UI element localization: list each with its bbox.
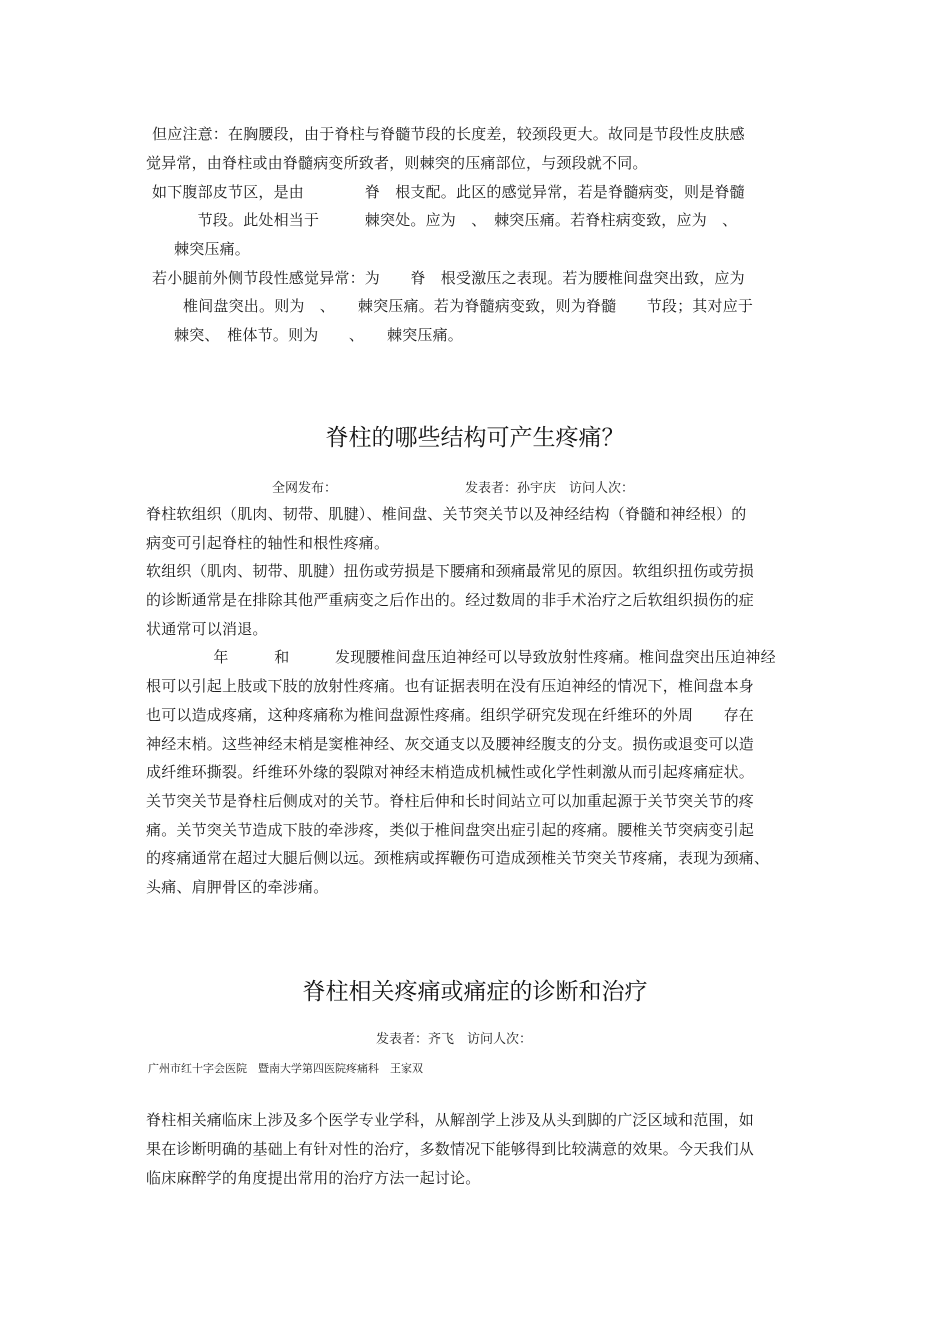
paragraph-line: 头痛、肩胛骨区的牵涉痛。 <box>146 878 329 896</box>
paragraph-line: 椎间盘突出。则为 、 棘突压痛。若为脊髓病变致，则为脊髓 节段；其对应于 <box>183 297 754 315</box>
affiliation-line: 广州市红十字会医院 暨南大学第四医院疼痛科 王家双 <box>148 1062 423 1075</box>
paragraph-line: 的诊断通常是在排除其他严重病变之后作出的。经过数周的非手术治疗之后软组织损伤的症 <box>146 591 755 609</box>
paragraph-line: 年 和 发现腰椎间盘压迫神经可以导致放射性疼痛。椎间盘突出压迫神经 <box>183 648 776 666</box>
paragraph-line: 也可以造成疼痛，这种疼痛称为椎间盘源性疼痛。组织学研究发现在纤维环的外周 存在 <box>146 706 755 724</box>
paragraph-line: 棘突压痛。 <box>174 240 251 258</box>
paragraph-line: 根可以引起上肢或下肢的放射性疼痛。也有证据表明在没有压迫神经的情况下，椎间盘本身 <box>146 677 755 695</box>
author-meta: 发表者：齐飞 访问人次： <box>376 1032 533 1047</box>
paragraph-line: 若小腿前外侧节段性感觉异常：为 脊 根受激压之表现。若为腰椎间盘突出致，应为 <box>152 269 745 287</box>
publish-meta: 全网发布： <box>272 481 338 496</box>
paragraph-line: 果在诊断明确的基础上有针对性的治疗，多数情况下能够得到比较满意的效果。今天我们从 <box>146 1140 755 1158</box>
paragraph-line: 成纤维环撕裂。纤维环外缘的裂隙对神经末梢造成机械性或化学性刺激从而引起疼痛症状。 <box>146 763 755 781</box>
paragraph-line: 神经末梢。这些神经末梢是窦椎神经、灰交通支以及腰神经腹支的分支。损伤或退变可以造 <box>146 735 755 753</box>
article-title: 脊柱相关疼痛或痛症的诊断和治疗 <box>302 979 648 1005</box>
paragraph-line: 觉异常，由脊柱或由脊髓病变所致者，则棘突的压痛部位，与颈段就不同。 <box>146 154 648 172</box>
paragraph-line: 痛。关节突关节造成下肢的牵涉疼，类似于椎间盘突出症引起的疼痛。腰椎关节突病变引起 <box>146 821 755 839</box>
paragraph-line: 病变可引起脊柱的轴性和根性疼痛。 <box>146 534 390 552</box>
paragraph-line: 临床麻醉学的角度提出常用的治疗方法一起讨论。 <box>146 1169 481 1187</box>
paragraph-line: 脊柱软组织（肌肉、韧带、肌腱）、椎间盘、关节突关节以及神经结构（脊髓和神经根）的 <box>146 505 747 523</box>
paragraph-line: 如下腹部皮节区，是由 脊 根支配。此区的感觉异常，若是脊髓病变，则是脊髓 <box>152 183 745 201</box>
author-meta: 发表者：孙宇庆 访问人次： <box>465 481 635 496</box>
paragraph-line: 脊柱相关痛临床上涉及多个医学专业学科，从解剖学上涉及从头到脚的广泛区域和范围，如 <box>146 1111 755 1129</box>
paragraph-line: 节段。此处相当于 棘突处。应为 、 棘突压痛。若脊柱病变致，应为 、 <box>152 211 738 229</box>
paragraph-line: 的疼痛通常在超过大腿后侧以远。颈椎病或挥鞭伤可造成颈椎关节突关节疼痛，表现为颈痛、 <box>146 849 770 867</box>
paragraph-line: 但应注意：在胸腰段，由于脊柱与脊髓节段的长度差，较颈段更大。故同是节段性皮肤感 <box>152 125 745 143</box>
paragraph-line: 关节突关节是脊柱后侧成对的关节。脊柱后伸和长时间站立可以加重起源于关节突关节的疼 <box>146 792 755 810</box>
paragraph-line: 软组织（肌肉、韧带、肌腱）扭伤或劳损是下腰痛和颈痛最常见的原因。软组织扭伤或劳损 <box>146 562 755 580</box>
article-title: 脊柱的哪些结构可产生疼痛？ <box>325 425 625 451</box>
paragraph-line: 状通常可以消退。 <box>146 620 268 638</box>
paragraph-line: 棘突、 椎体节。则为 、 棘突压痛。 <box>174 326 464 344</box>
